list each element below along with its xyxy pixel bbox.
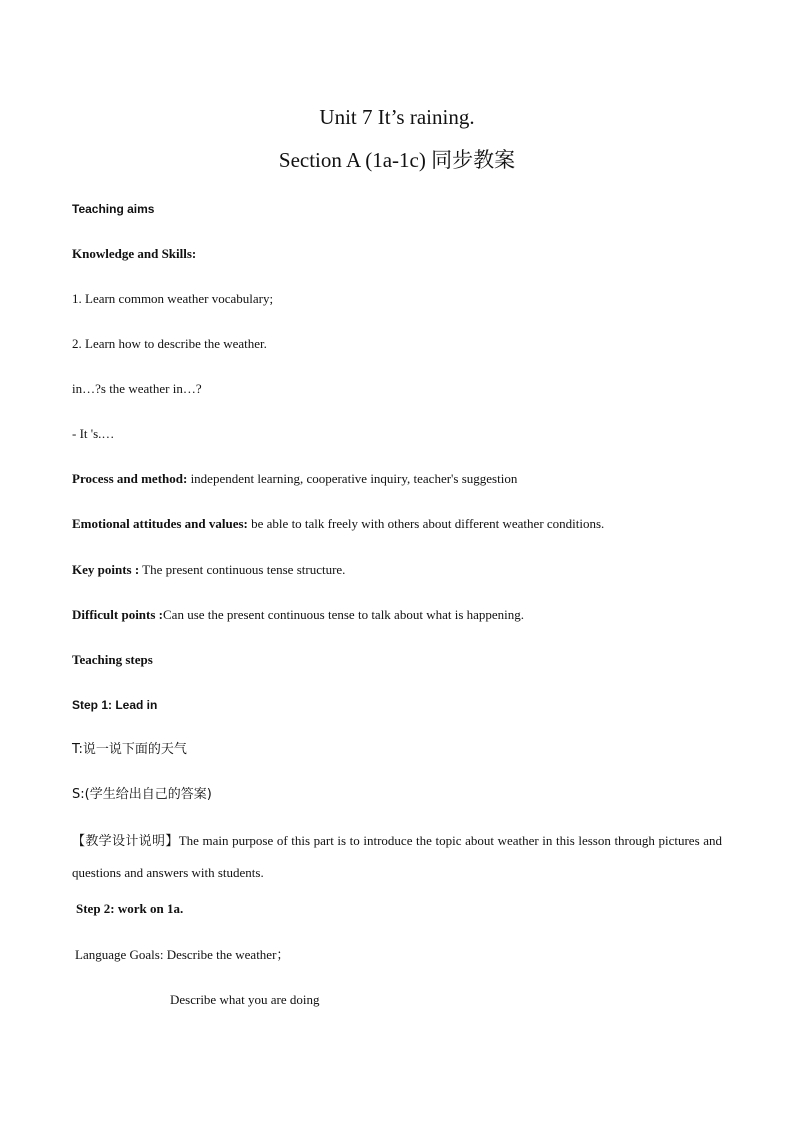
design-note-text: The main purpose of this part is to introduce the topic about weather in this lesson through pictures and questions and answers with students.: [72, 833, 722, 880]
aim-item-1: 1. Learn common weather vocabulary;: [72, 291, 274, 306]
process-method-text: independent learning, cooperative inquiry, teacher's suggestion: [187, 471, 518, 486]
teaching-aims-heading: Teaching aims: [72, 202, 155, 216]
step-2-heading: Step 2: work on 1a.: [76, 901, 184, 916]
step-1-heading: Step 1: Lead in: [72, 698, 158, 712]
key-points-label: Key points :: [72, 562, 140, 577]
language-goals-line-2: Describe what you are doing: [170, 992, 320, 1007]
aim-item-2: 2. Learn how to describe the weather.: [72, 336, 267, 351]
design-note-paragraph: [72, 825, 722, 888]
process-method: [72, 471, 517, 487]
key-points: [72, 562, 345, 578]
knowledge-skills-heading: Knowledge and Skills:: [72, 246, 197, 261]
document-title: Unit 7 It’s raining.: [319, 105, 475, 129]
design-note-label: 【教学设计说明】: [72, 834, 179, 849]
teaching-steps-heading: Teaching steps: [72, 652, 153, 667]
emotional-attitudes-text: be able to talk freely with others about different weather conditions.: [247, 516, 605, 531]
example-question: in…?s the weather in…?: [72, 381, 202, 396]
language-goals: Language Goals: Describe the weather；: [75, 947, 290, 962]
example-answer: - It 's.…: [72, 426, 115, 441]
document-subtitle: Section A (1a-1c) 同步教案: [278, 148, 516, 172]
emotional-attitudes: [72, 516, 604, 532]
difficult-points: [72, 607, 524, 623]
step-1-teacher-line: T:说一说下面的天气: [72, 742, 187, 757]
process-method-label: Process and method:: [72, 471, 188, 486]
difficult-points-label: Difficult points :: [72, 607, 163, 622]
emotional-attitudes-label: Emotional attitudes and values:: [72, 516, 248, 531]
difficult-points-text: Can use the present continuous tense to talk about what is happening.: [163, 607, 525, 622]
key-points-text: The present continuous tense structure.: [139, 562, 346, 577]
step-1-student-line: S:(学生给出自己的答案): [72, 787, 212, 802]
